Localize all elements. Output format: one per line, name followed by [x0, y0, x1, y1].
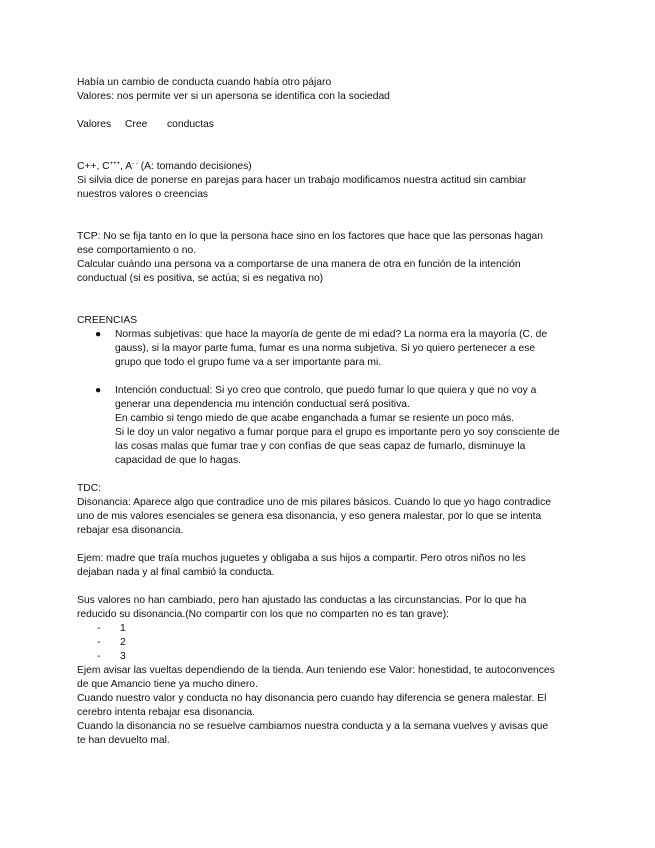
conductas-word: conductas: [167, 119, 214, 130]
list-item: [77, 384, 582, 468]
document-page: [77, 76, 582, 748]
bullet-dot: ●: [95, 385, 102, 396]
list-item-line: las cosas malas que fumar trae y con confías de que seas capaz de fumarlo, disminuye la: [115, 441, 526, 452]
abc-mid: , A: [120, 161, 133, 172]
list-item-text: 3: [120, 651, 126, 662]
text-line: Calcular cuándo una persona va a comportarse de una manera de otra en función de la intención: [77, 259, 521, 270]
text-line: cerebro intenta rebajar esa disonancia.: [77, 707, 256, 718]
text-line: nuestros valores o creencias: [77, 189, 209, 200]
dash-list: [77, 622, 582, 664]
list-item-line: gauss), si la mayor parte fuma, fumar es una norma subjetiva. Si yo quiero pertenecer a ese: [115, 343, 536, 354]
text-line: Valores: nos permite ver si un apersona se identifica con la sociedad: [77, 91, 390, 102]
list-item-text: 2: [120, 637, 126, 648]
text-line: Sus valores no han cambiado, pero han ajustado las conductas a las circunstancias. Por lo que ha: [77, 595, 527, 606]
text-line: dejaban nada y al final cambió la conducta.: [77, 567, 275, 578]
list-item: [77, 622, 582, 636]
text-line: Si silvia dice de ponerse en parejas para hacer un trabajo modificamos nuestra actitud sin cambiar: [77, 175, 527, 186]
list-item: [77, 328, 582, 370]
creencias-list: [77, 328, 582, 468]
valores-row: [77, 118, 582, 132]
list-item-line: generar una dependencia mu intención conductual será positiva.: [115, 399, 410, 410]
text-line: Había un cambio de conducta cuando había otro pájaro: [77, 77, 332, 88]
abc-sup-1: +++: [109, 161, 121, 167]
text-line: Cuando nuestro valor y conducta no hay disonancia pero cuando hay diferencia se genera malestar. El: [77, 693, 547, 704]
list-item-line: Si le doy un valor negativo a fumar porque para el grupo es importante pero yo soy consciente de: [115, 427, 560, 438]
text-line: de que Amancio tiene ya mucho dinero.: [77, 679, 258, 690]
text-line: Ejem avisar las vueltas dependiendo de la tienda. Aun teniendo ese Valor: honestidad, te autoconvences: [77, 665, 555, 676]
list-item-line: grupo que todo el grupo fume va a ser importante para mi.: [115, 357, 382, 368]
abc-line: [77, 160, 582, 174]
text-line: ese comportamiento o no.: [77, 245, 197, 256]
cree-word: Cree: [125, 119, 148, 130]
abc-prefix: C++, C: [77, 161, 110, 172]
bullet-dot: ●: [95, 329, 102, 340]
text-line: Cuando la disonancia no se resuelve cambiamos nuestra conducta y a la semana vuelves y avisas que: [77, 721, 549, 732]
list-item-text: 1: [120, 623, 126, 634]
list-item: [77, 636, 582, 650]
tdc-heading: TDC:: [77, 483, 102, 494]
dash-marker: -: [97, 623, 101, 634]
abc-suffix: (A: tomando decisiones): [137, 161, 252, 172]
text-line: conductual (si es positiva, se actúa; si es negativa no): [77, 273, 324, 284]
abc-sup-2: - -: [132, 161, 138, 167]
dash-marker: -: [97, 651, 101, 662]
text-line: te han devuelto mal.: [77, 735, 170, 746]
dash-marker: -: [97, 637, 101, 648]
text-line: Disonancia: Aparece algo que contradice uno de mis pilares básicos. Cuando lo que yo hago contradice: [77, 497, 551, 508]
creencias-heading: CREENCIAS: [77, 315, 138, 326]
list-item-line: Intención conductual: Si yo creo que controlo, que puedo fumar lo que quiera y que no voy a: [115, 385, 537, 396]
valores-word: Valores: [77, 119, 112, 130]
list-item-line: Normas subjetivas: que hace la mayoría de gente de mi edad? La norma era la mayoría (C. de: [115, 329, 548, 340]
text-line: reducido su disonancia.(No compartir con los que no comparten no es tan grave):: [77, 609, 450, 620]
list-item-line: En cambio si tengo miedo de que acabe enganchada a fumar se resiente un poco más.: [115, 413, 514, 424]
text-line: rebajar esa disonancia.: [77, 525, 184, 536]
list-item-line: capacidad de que lo hagas.: [115, 455, 241, 466]
tcp-line: TCP: No se fija tanto en lo que la persona hace sino en los factores que hace que las personas hagan: [77, 231, 543, 242]
text-line: Ejem: madre que traía muchos juguetes y obligaba a sus hijos a compartir. Pero otros niños no les: [77, 553, 526, 564]
list-item: [77, 650, 582, 664]
text-line: uno de mis valores esenciales se genera esa disonancia, y eso genera malestar, por lo que se intenta: [77, 511, 542, 522]
